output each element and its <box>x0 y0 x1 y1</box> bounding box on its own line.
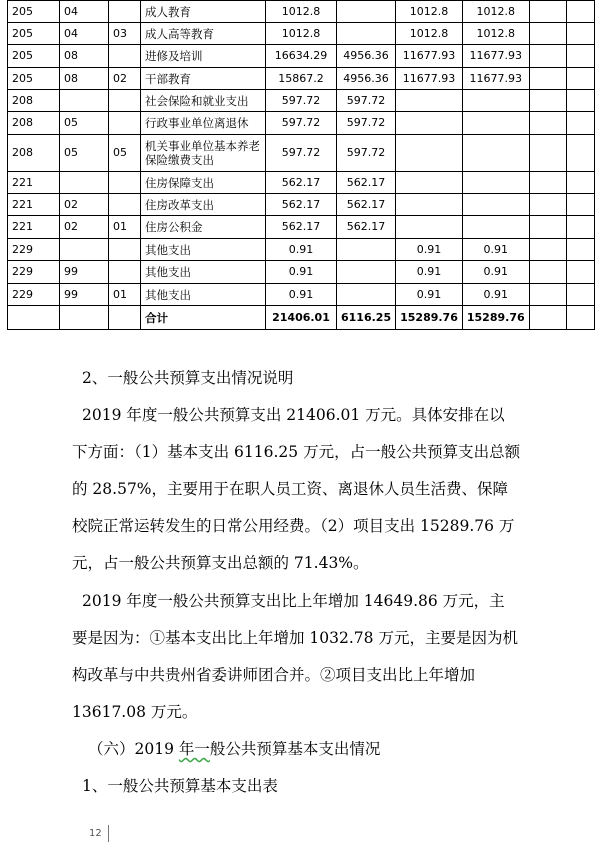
heading-basic-expenditure-table: 1、一般公共预算基本支出表 <box>82 777 278 795</box>
paragraph-line: 要是因为：①基本支出比上年增加 1032.78 万元，主要是因为机 <box>72 629 518 647</box>
spellcheck-squiggle-text: 年一 <box>178 740 210 758</box>
table-cell: 205 <box>8 1 60 23</box>
table-cell <box>60 306 109 330</box>
table-cell: 229 <box>8 239 60 261</box>
table-row <box>8 239 595 261</box>
table-cell: 562.17 <box>266 172 337 194</box>
table-cell: 597.72 <box>266 112 337 135</box>
table-row <box>8 261 595 284</box>
table-cell: 4956.36 <box>337 45 396 68</box>
table-cell: 6116.25 <box>337 306 396 330</box>
table-cell: 562.17 <box>337 194 396 216</box>
table-cell: 0.91 <box>266 239 337 261</box>
table-cell: 229 <box>8 284 60 306</box>
section-six-prefix: （六）2019 <box>88 740 179 758</box>
table-cell: 11677.93 <box>462 45 529 68</box>
table-cell <box>529 112 566 135</box>
table-cell <box>109 112 141 135</box>
page-number: 12 <box>89 828 102 839</box>
table-cell: 0.91 <box>396 239 463 261</box>
table-cell: 597.72 <box>337 135 396 172</box>
table-cell <box>60 239 109 261</box>
paragraph-line: 2019 年度一般公共预算支出比上年增加 14649.86 万元，主 <box>82 592 505 610</box>
paragraph-line: 的 28.57%，主要用于在职人员工资、离退休人员生活费、保障 <box>72 480 509 498</box>
table-row <box>8 45 595 68</box>
table-cell: 21406.01 <box>266 306 337 330</box>
table-cell: 562.17 <box>266 194 337 216</box>
heading-general-budget-expenditure-note: 2、一般公共预算支出情况说明 <box>82 369 294 387</box>
table-cell: 208 <box>8 90 60 112</box>
table-cell: 562.17 <box>337 216 396 239</box>
table-cell <box>396 112 463 135</box>
table-cell <box>529 1 566 23</box>
paragraph-line: 2019 年度一般公共预算支出 21406.01 万元。具体安排在以 <box>82 406 505 424</box>
table-cell: 02 <box>60 216 109 239</box>
table-cell: 02 <box>109 68 141 90</box>
table-cell: 15289.76 <box>396 306 463 330</box>
table-cell <box>337 1 396 23</box>
table-cell: 205 <box>8 68 60 90</box>
table-cell <box>566 261 594 284</box>
section-six-suffix: 般公共预算基本支出情况 <box>209 740 381 758</box>
table-total-row <box>8 306 595 330</box>
table-cell <box>566 1 594 23</box>
table-cell: 04 <box>60 23 109 45</box>
table-cell <box>109 194 141 216</box>
table-cell <box>566 112 594 135</box>
table-cell: 住房改革支出 <box>141 194 266 216</box>
table-cell <box>109 172 141 194</box>
table-cell: 其他支出 <box>141 239 266 261</box>
table-cell: 行政事业单位离退休 <box>141 112 266 135</box>
table-cell: 221 <box>8 194 60 216</box>
paragraph-line: 构改革与中共贵州省委讲师团合并。②项目支出比上年增加 <box>72 666 476 684</box>
table-cell <box>529 216 566 239</box>
table-row <box>8 1 595 23</box>
table-cell: 住房公积金 <box>141 216 266 239</box>
table-row <box>8 135 595 172</box>
table-cell: 208 <box>8 135 60 172</box>
table-cell: 成人高等教育 <box>141 23 266 45</box>
table-cell <box>60 172 109 194</box>
table-cell <box>109 306 141 330</box>
table-cell: 05 <box>109 135 141 172</box>
table-cell <box>566 135 594 172</box>
budget-expenditure-table <box>7 0 595 330</box>
table-cell: 11677.93 <box>462 68 529 90</box>
table-cell: 08 <box>60 68 109 90</box>
table-row <box>8 172 595 194</box>
table-cell: 1012.8 <box>266 23 337 45</box>
table-cell <box>529 194 566 216</box>
table-cell: 1012.8 <box>266 1 337 23</box>
table-cell <box>529 23 566 45</box>
table-cell: 229 <box>8 261 60 284</box>
table-row <box>8 112 595 135</box>
table-cell <box>337 284 396 306</box>
table-cell: 562.17 <box>266 216 337 239</box>
table-cell <box>529 239 566 261</box>
table-cell: 205 <box>8 23 60 45</box>
table-row <box>8 23 595 45</box>
table-cell <box>529 135 566 172</box>
table-cell <box>529 261 566 284</box>
table-cell <box>337 23 396 45</box>
table-cell: 597.72 <box>266 90 337 112</box>
table-cell: 合计 <box>141 306 266 330</box>
table-cell <box>396 172 463 194</box>
section-six-heading <box>88 737 380 759</box>
table-cell <box>529 172 566 194</box>
table-cell: 0.91 <box>462 239 529 261</box>
table-cell: 0.91 <box>462 284 529 306</box>
table-cell: 562.17 <box>337 172 396 194</box>
table-cell: 01 <box>109 284 141 306</box>
table-cell <box>109 90 141 112</box>
table-cell <box>337 239 396 261</box>
table-cell <box>396 216 463 239</box>
table-cell: 03 <box>109 23 141 45</box>
table-cell: 208 <box>8 112 60 135</box>
table-row <box>8 68 595 90</box>
table-cell: 01 <box>109 216 141 239</box>
table-cell <box>566 45 594 68</box>
table-cell <box>109 261 141 284</box>
table-cell: 15867.2 <box>266 68 337 90</box>
table-cell: 干部教育 <box>141 68 266 90</box>
table-cell <box>566 90 594 112</box>
table-cell <box>566 23 594 45</box>
table-cell: 597.72 <box>266 135 337 172</box>
table-cell: 221 <box>8 172 60 194</box>
table-cell <box>529 284 566 306</box>
table-cell: 16634.29 <box>266 45 337 68</box>
table-cell: 11677.93 <box>396 45 463 68</box>
paragraph-line: 元，占一般公共预算支出总额的 71.43%。 <box>72 554 369 572</box>
table-cell <box>566 172 594 194</box>
table-cell <box>109 239 141 261</box>
table-cell: 15289.76 <box>462 306 529 330</box>
table-row <box>8 90 595 112</box>
table-cell: 0.91 <box>396 284 463 306</box>
table-cell: 其他支出 <box>141 284 266 306</box>
table-cell <box>8 306 60 330</box>
table-row <box>8 284 595 306</box>
table-cell: 住房保障支出 <box>141 172 266 194</box>
table-row <box>8 216 595 239</box>
table-cell <box>462 216 529 239</box>
table-cell <box>462 194 529 216</box>
table-cell: 99 <box>60 284 109 306</box>
table-cell <box>566 284 594 306</box>
table-cell <box>396 135 463 172</box>
table-cell <box>462 90 529 112</box>
table-cell: 机关事业单位基本养老保险缴费支出 <box>141 135 266 172</box>
paragraph-line: 下方面：（1）基本支出 6116.25 万元，占一般公共预算支出总额 <box>72 443 521 461</box>
table-cell <box>529 68 566 90</box>
table-cell <box>462 172 529 194</box>
page-margin-marker <box>108 825 109 842</box>
table-cell: 社会保险和就业支出 <box>141 90 266 112</box>
table-cell: 成人教育 <box>141 1 266 23</box>
table-cell: 04 <box>60 1 109 23</box>
table-cell: 05 <box>60 135 109 172</box>
table-cell <box>566 68 594 90</box>
table-cell <box>109 1 141 23</box>
table-cell <box>529 306 566 330</box>
table-cell: 0.91 <box>462 261 529 284</box>
table-cell: 0.91 <box>266 284 337 306</box>
table-cell <box>337 261 396 284</box>
paragraph-line: 校院正常运转发生的日常公用经费。（2）项目支出 15289.76 万 <box>72 517 515 535</box>
table-cell: 0.91 <box>396 261 463 284</box>
table-cell <box>566 239 594 261</box>
table-cell <box>109 45 141 68</box>
table-cell: 1012.8 <box>462 23 529 45</box>
table-cell <box>566 194 594 216</box>
table-cell <box>396 90 463 112</box>
table-cell <box>60 90 109 112</box>
table-cell: 4956.36 <box>337 68 396 90</box>
paragraph-line: 13617.08 万元。 <box>72 703 198 721</box>
table-cell: 99 <box>60 261 109 284</box>
table-cell: 11677.93 <box>396 68 463 90</box>
table-cell <box>396 194 463 216</box>
table-cell: 05 <box>60 112 109 135</box>
table-cell: 08 <box>60 45 109 68</box>
table-cell: 其他支出 <box>141 261 266 284</box>
table-cell: 0.91 <box>266 261 337 284</box>
table-cell: 597.72 <box>337 112 396 135</box>
table-cell <box>529 45 566 68</box>
table-cell <box>566 306 594 330</box>
table-cell: 02 <box>60 194 109 216</box>
table-cell <box>462 135 529 172</box>
table-row <box>8 194 595 216</box>
table-cell: 1012.8 <box>462 1 529 23</box>
table-cell: 205 <box>8 45 60 68</box>
table-cell: 597.72 <box>337 90 396 112</box>
table-cell: 1012.8 <box>396 23 463 45</box>
table-cell <box>529 90 566 112</box>
table-cell <box>566 216 594 239</box>
table-cell: 进修及培训 <box>141 45 266 68</box>
table-cell: 1012.8 <box>396 1 463 23</box>
table-cell <box>462 112 529 135</box>
table-cell: 221 <box>8 216 60 239</box>
